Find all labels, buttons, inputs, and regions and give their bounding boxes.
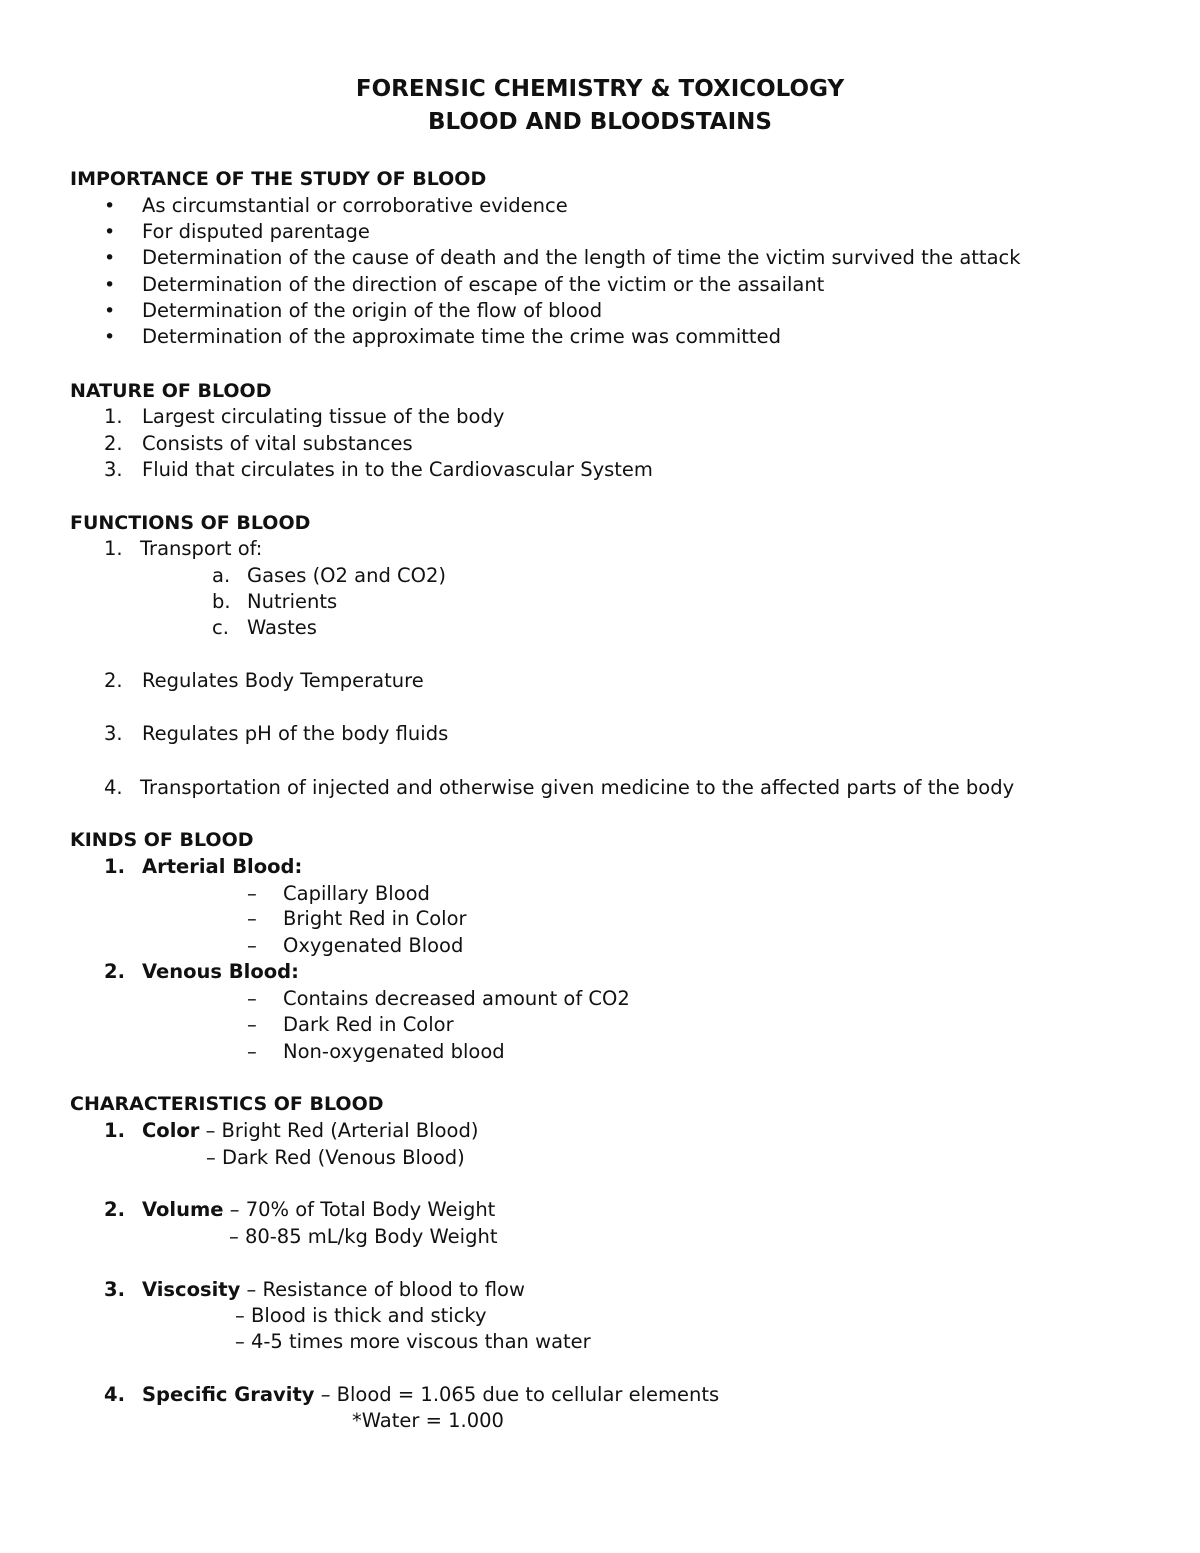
list-number: 1.: [104, 405, 123, 428]
dash-marker: –: [247, 987, 257, 1010]
dash-marker: –: [247, 1013, 257, 1036]
list-item: For disputed parentage: [142, 220, 370, 243]
list-item: Regulates Body Temperature: [142, 669, 424, 692]
characteristic-value: – Bright Red (Arterial Blood): [205, 1119, 479, 1142]
dash-marker: –: [247, 907, 257, 930]
characteristic-value: – 80-85 mL/kg Body Weight: [229, 1225, 498, 1248]
list-number: 1.: [104, 1119, 125, 1142]
characteristic-label: Volume: [142, 1198, 224, 1221]
list-item: Consists of vital substances: [142, 432, 413, 455]
list-letter: a.: [212, 564, 231, 587]
bullet-icon: •: [104, 221, 116, 243]
list-number: 2.: [104, 432, 123, 455]
list-item: Determination of the direction of escape of the victim or the assailant: [142, 273, 825, 296]
list-number: 2.: [104, 960, 125, 983]
characteristic-label: Color: [142, 1119, 200, 1142]
section-heading-kinds: KINDS OF BLOOD: [70, 829, 254, 851]
list-letter: b.: [212, 590, 231, 613]
sub-list-item: Contains decreased amount of CO2: [283, 987, 630, 1010]
sub-list-item: Bright Red in Color: [283, 907, 467, 930]
list-number: 1.: [104, 855, 125, 878]
characteristic-value: – Blood is thick and sticky: [235, 1304, 487, 1327]
list-item: Determination of the origin of the flow of blood: [142, 299, 603, 322]
sub-list-item: Oxygenated Blood: [283, 934, 464, 957]
list-number: 3.: [104, 458, 123, 481]
list-item: Regulates pH of the body fluids: [142, 722, 449, 745]
list-number: 1.: [104, 537, 123, 560]
bullet-icon: •: [104, 195, 116, 217]
venous-label: Venous Blood:: [142, 960, 299, 983]
section-heading-importance: IMPORTANCE OF THE STUDY OF BLOOD: [70, 168, 487, 190]
list-number: 4.: [104, 776, 123, 799]
arterial-label: Arterial Blood:: [142, 855, 303, 878]
list-number: 3.: [104, 1278, 125, 1301]
section-heading-functions: FUNCTIONS OF BLOOD: [70, 512, 311, 534]
document-title: FORENSIC CHEMISTRY & TOXICOLOGY: [355, 76, 845, 102]
characteristic-color: [142, 1119, 478, 1143]
list-item: Fluid that circulates in to the Cardiovascular System: [142, 458, 653, 481]
sub-list-item: Wastes: [247, 616, 317, 639]
bullet-icon: •: [104, 300, 116, 322]
sub-list-item: Gases (O2 and CO2): [247, 564, 446, 587]
characteristic-label: Viscosity: [142, 1278, 241, 1301]
characteristic-volume: [142, 1198, 495, 1222]
section-heading-characteristics: CHARACTERISTICS OF BLOOD: [70, 1093, 384, 1115]
bullet-icon: •: [104, 326, 116, 348]
list-number: 4.: [104, 1383, 125, 1406]
list-number: 2.: [104, 669, 123, 692]
list-item: Transportation of injected and otherwise given medicine to the affected parts of the body: [140, 776, 1015, 799]
dash-marker: –: [247, 934, 257, 957]
document-subtitle: BLOOD AND BLOODSTAINS: [428, 109, 772, 135]
characteristic-value: – Blood = 1.065 due to cellular elements: [320, 1383, 720, 1406]
dash-marker: –: [247, 882, 257, 905]
sub-list-item: Nutrients: [247, 590, 338, 613]
bullet-icon: •: [104, 274, 116, 296]
list-item: Determination of the approximate time the crime was committed: [142, 325, 781, 348]
list-item: Determination of the cause of death and the length of time the victim survived the attack: [142, 246, 1021, 269]
characteristic-gravity: [142, 1383, 719, 1407]
characteristic-value: – Dark Red (Venous Blood): [206, 1146, 465, 1169]
sub-list-item: Non-oxygenated blood: [283, 1040, 505, 1063]
dash-marker: –: [247, 1040, 257, 1063]
list-number: 2.: [104, 1198, 125, 1221]
list-number: 3.: [104, 722, 123, 745]
characteristic-label: Specific Gravity: [142, 1383, 315, 1406]
list-item: As circumstantial or corroborative evidence: [142, 194, 568, 217]
bullet-icon: •: [104, 247, 116, 269]
characteristic-note: *Water = 1.000: [352, 1409, 504, 1432]
section-heading-nature: NATURE OF BLOOD: [70, 380, 272, 402]
list-item: Largest circulating tissue of the body: [142, 405, 505, 428]
characteristic-value: – Resistance of blood to flow: [246, 1278, 525, 1301]
sub-list-item: Dark Red in Color: [283, 1013, 454, 1036]
sub-list-item: Capillary Blood: [283, 882, 430, 905]
characteristic-viscosity: [142, 1278, 525, 1302]
characteristic-value: – 70% of Total Body Weight: [229, 1198, 496, 1221]
list-letter: c.: [212, 616, 229, 639]
list-item: Transport of:: [140, 537, 263, 560]
characteristic-value: – 4-5 times more viscous than water: [235, 1330, 591, 1353]
